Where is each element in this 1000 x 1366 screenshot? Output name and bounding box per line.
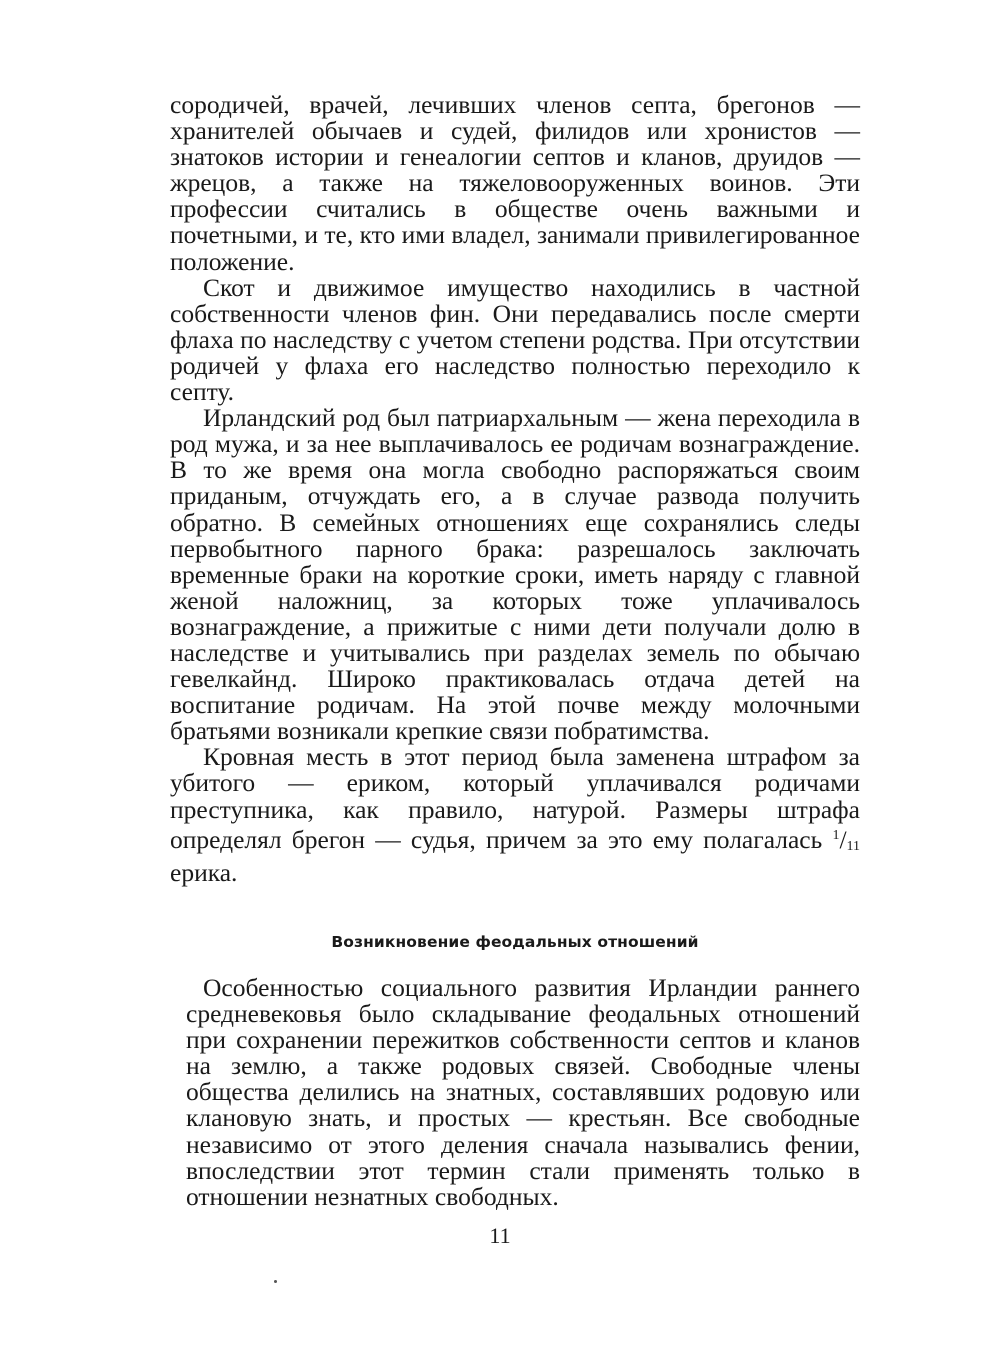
fraction-tail: ерика.: [170, 857, 238, 887]
print-speck: [274, 1280, 277, 1283]
section-heading: Возникновение феодальных отношений: [331, 933, 699, 951]
paragraph-3: Ирландский род был патриархальным — жена переходила в род мужа, и за нее выплачивалось ее родичам вознаграждение. В то же время она могла свободно распоряжаться своим приданым, отчуждать его, а в случае развода получить обратно. В семейных отношениях еще сохранялись следы первобытного парного брака: разрешалось заключать временные браки на короткие сроки, иметь наряду с главной женой наложниц, за которых тоже уплачивалось вознаграждение, а прижитые с ними дети получали долю в наследстве и учитывались при разделах земель по обычаю гевелкайнд. Широко практиковалась отдача детей на воспитание родичам. На этой почве между молочными братьями возникали крепкие связи побратимства.: [170, 403, 860, 746]
paragraph-5: Особенностью социального развития Ирландии раннего средневековья было складывание феодальных отношений при сохранении пережитков собственности септов и кланов на землю, а также родовых связей. Свободные члены общества делились на знатных, составлявших родовую или клановую знать, и простых — крестьян. Все свободные независимо от этого деления сначала назывались фении, впоследствии этот термин стали применять только в отношении незнатных свободных.: [186, 973, 860, 1211]
paragraph-4: [170, 744, 860, 885]
page-number: 11: [489, 1223, 511, 1248]
fraction-denominator: 11: [846, 838, 861, 854]
section-2-text: [186, 975, 860, 1210]
paragraph-4-text: Кровная месть в этот период была заменена штрафом за убитого — ериком, который уплачивался родичами преступника, как правило, натурой. Размеры штрафа определял брегон — судья, причем за это ему полагалась: [170, 742, 860, 854]
paragraph-1: сородичей, врачей, лечивших членов септа, брегонов — хранителей обычаев и судей, филидов или хронистов — знатоков истории и генеалогии септов и кланов, друидов — жрецов, а также на тяжеловооруженных воинов. Эти профессии считались в обществе очень важными и почетными, и те, кто ими владел, занимали привилегированное положение.: [170, 90, 860, 276]
paragraph-2: Скот и движимое имущество находились в частной собственности членов фин. Они передавались после смерти флаха по наследству с учетом степени родства. При отсутствии родичей у флаха его наследство полностью переходило к септу.: [170, 272, 860, 407]
body-text: [170, 92, 860, 886]
fraction-numerator: 1: [832, 827, 840, 843]
fraction: $^1/_{11}$: [832, 824, 861, 854]
